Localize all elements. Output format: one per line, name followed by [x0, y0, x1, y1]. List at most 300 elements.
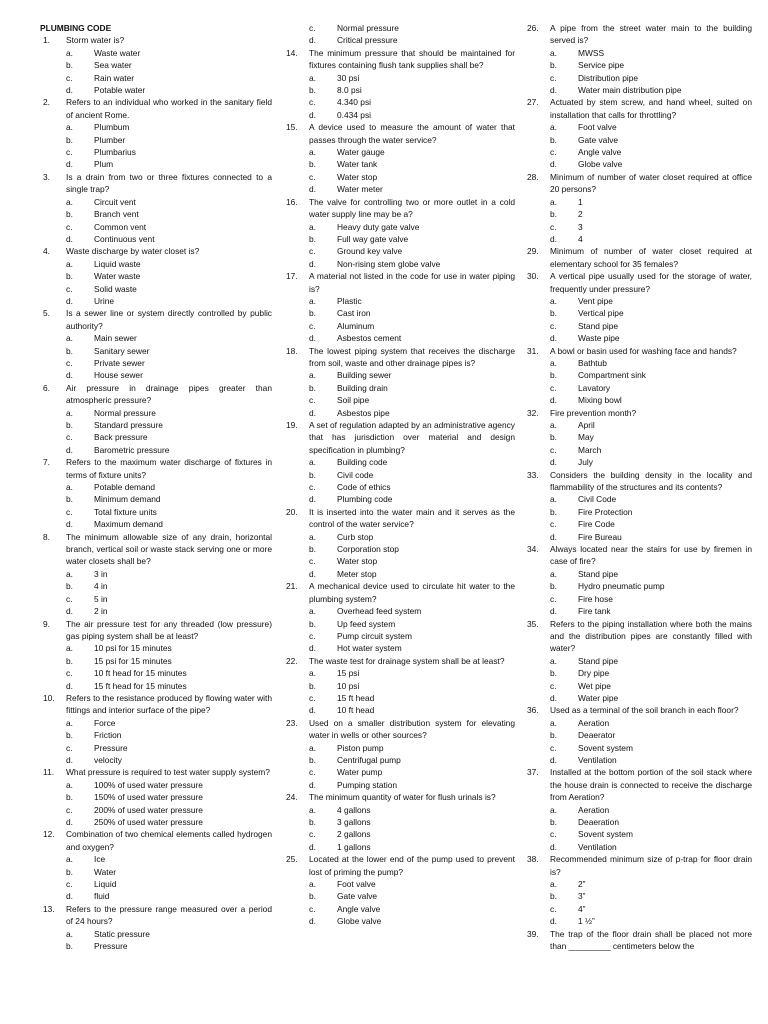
choice-letter: b.	[66, 792, 73, 803]
choice-text: Waste pipe	[578, 333, 620, 344]
answer-choice	[283, 332, 515, 344]
question-number: 31.	[527, 345, 539, 356]
choice-text: Hydro pneumatic pump	[578, 581, 665, 592]
answer-choice	[40, 158, 272, 170]
answer-choice	[524, 121, 752, 133]
question-number: 36.	[527, 705, 539, 716]
choice-letter: b.	[550, 817, 557, 827]
question-item	[40, 307, 272, 332]
choice-text: Building drain	[337, 382, 388, 393]
answer-choice	[40, 407, 272, 419]
answer-choice	[283, 692, 515, 704]
question-item	[40, 382, 272, 407]
choice-text: House sewer	[94, 370, 143, 381]
choice-text: Minimum demand	[94, 494, 161, 505]
choice-letter: c.	[309, 692, 316, 703]
choice-letter: a.	[66, 196, 73, 207]
choice-text: Asbestos cement	[337, 333, 402, 344]
answer-choice	[524, 506, 752, 518]
choice-text: Water stop	[337, 171, 378, 182]
choice-letter: a.	[309, 606, 316, 617]
answer-choice	[524, 493, 752, 505]
question-item	[524, 407, 752, 419]
choice-text: Circuit vent	[94, 196, 136, 207]
choice-text: Branch vent	[94, 209, 139, 220]
choice-letter: b.	[309, 544, 316, 555]
choice-text: Mixing bowl	[578, 395, 622, 406]
choice-letter: c.	[309, 903, 316, 914]
choice-letter: b.	[550, 308, 557, 319]
choice-text: 10 psi	[337, 680, 360, 691]
answer-choice	[524, 717, 752, 729]
question-number: 11.	[43, 767, 55, 778]
question-item	[524, 618, 752, 655]
question-text: Is a sewer line or system directly controlled by public authority?	[66, 308, 272, 331]
question-item	[524, 928, 752, 953]
choice-letter: a.	[66, 928, 73, 939]
choice-letter: d.	[66, 891, 73, 902]
choice-letter: d.	[309, 407, 316, 418]
question-number: 26.	[527, 23, 539, 33]
question-text: A vertical pipe usually used for the storage of water, frequently under pressure?	[550, 271, 752, 294]
choice-letter: d.	[66, 754, 73, 765]
answer-choice	[283, 680, 515, 692]
question-number: 37.	[527, 767, 539, 778]
choice-letter: b.	[550, 581, 557, 592]
choice-letter: b.	[309, 382, 316, 393]
question-item	[283, 270, 515, 295]
choice-letter: d.	[66, 159, 73, 170]
question-item	[524, 22, 752, 47]
question-text: Installed at the bottom portion of the soil stack where the house drain is connected to receive the discharge from Aeration?	[550, 767, 752, 803]
answer-choice	[524, 394, 752, 406]
choice-text: Pressure	[94, 941, 128, 952]
answer-choice	[524, 518, 752, 530]
choice-text: 3”	[578, 891, 586, 902]
column-1	[40, 22, 272, 952]
question-item	[40, 96, 272, 121]
question-item	[524, 469, 752, 494]
choice-letter: b.	[309, 159, 316, 170]
choice-letter: c.	[66, 221, 73, 232]
choice-text: 2 in	[94, 606, 108, 617]
column-3	[524, 22, 752, 952]
question-text: Minimum of number of water closet required at elementary school for 35 females?	[550, 246, 752, 269]
question-number: 9.	[43, 618, 50, 629]
choice-text: Ventilation	[578, 841, 617, 852]
choice-letter: c.	[66, 668, 73, 679]
choice-letter: b.	[550, 370, 557, 381]
answer-choice	[40, 295, 272, 307]
choice-letter: b.	[309, 891, 316, 902]
answer-choice	[524, 828, 752, 840]
answer-choice	[283, 382, 515, 394]
choice-text: 15 ft head for 15 minutes	[94, 680, 187, 691]
choice-text: 10 psi for 15 minutes	[94, 643, 172, 654]
question-number: 23.	[286, 717, 298, 728]
choice-letter: b.	[550, 432, 557, 443]
question-item	[40, 766, 272, 778]
choice-text: Fire Bureau	[578, 531, 622, 542]
choice-text: 10 ft head	[337, 705, 375, 716]
answer-choice	[40, 667, 272, 679]
choice-letter: a.	[66, 779, 73, 790]
question-number: 10.	[43, 692, 55, 703]
choice-letter: b.	[66, 60, 73, 71]
answer-choice	[283, 320, 515, 332]
choice-text: 8.0 psi	[337, 85, 362, 96]
choice-letter: c.	[309, 767, 316, 778]
question-number: 29.	[527, 246, 539, 257]
answer-choice	[40, 729, 272, 741]
choice-letter: c.	[66, 432, 73, 443]
answer-choice	[524, 233, 752, 245]
question-item	[283, 345, 515, 370]
choice-text: Up feed system	[337, 618, 396, 629]
answer-choice	[40, 890, 272, 902]
answer-choice	[40, 444, 272, 456]
question-text: The minimum allowable size of any drain, horizontal branch, vertical soil or waste stack serving one or more water closets shall be?	[66, 531, 272, 567]
choice-letter: b.	[550, 60, 557, 71]
choice-text: Globe valve	[337, 916, 382, 927]
question-item	[40, 531, 272, 568]
choice-text: Gate valve	[337, 891, 378, 902]
choice-letter: d.	[309, 841, 316, 852]
question-text: The trap of the floor drain shall be placed not more than _________ centimeters below the	[550, 928, 752, 952]
answer-choice	[40, 593, 272, 605]
answer-choice	[283, 221, 515, 233]
answer-choice	[283, 171, 515, 183]
question-item	[524, 704, 752, 716]
answer-choice	[283, 531, 515, 543]
answer-choice	[283, 183, 515, 195]
choice-text: Fire Protection	[578, 506, 633, 517]
answer-choice	[40, 878, 272, 890]
question-text: Used on a smaller distribution system for elevating water in wells or other sources?	[309, 717, 515, 741]
question-text: Storm water is?	[66, 35, 125, 46]
choice-letter: d.	[309, 705, 316, 716]
answer-choice	[40, 134, 272, 146]
answer-choice	[524, 729, 752, 741]
answer-choice	[524, 307, 752, 319]
answer-choice	[283, 295, 515, 307]
question-number: 12.	[43, 829, 55, 840]
choice-letter: b.	[309, 233, 316, 244]
choice-letter: a.	[309, 221, 316, 232]
answer-choice	[283, 146, 515, 158]
choice-letter: d.	[66, 606, 73, 617]
choice-letter: b.	[66, 655, 73, 666]
question-number: 39.	[527, 928, 539, 939]
choice-letter: c.	[550, 221, 557, 232]
answer-choice	[283, 96, 515, 108]
choice-text: Curb stop	[337, 531, 374, 542]
question-number: 16.	[286, 196, 298, 207]
answer-choice	[40, 196, 272, 208]
choice-text: Plumbarius	[94, 147, 136, 158]
answer-choice	[40, 208, 272, 220]
question-number: 20.	[286, 506, 298, 517]
choice-text: Compartment sink	[578, 370, 646, 381]
choice-text: Water pump	[337, 767, 383, 778]
choice-text: Main sewer	[94, 333, 137, 344]
choice-text: Angle valve	[337, 903, 381, 914]
question-text: Recommended minimum size of p-trap for floor drain is?	[550, 854, 752, 877]
answer-choice	[40, 47, 272, 59]
answer-choice	[40, 655, 272, 667]
choice-letter: b.	[309, 308, 316, 319]
choice-letter: b.	[66, 345, 73, 356]
choice-letter: a.	[66, 333, 73, 344]
choice-text: 4.340 psi	[337, 97, 371, 108]
choice-letter: d.	[550, 754, 557, 765]
answer-choice	[524, 593, 752, 605]
answer-choice	[283, 779, 515, 791]
choice-letter: d.	[66, 370, 73, 381]
choice-letter: c.	[309, 630, 316, 641]
choice-text: 15 ft head	[337, 692, 375, 703]
choice-letter: c.	[550, 382, 557, 393]
choice-text: 2”	[578, 879, 586, 890]
choice-letter: c.	[550, 519, 557, 530]
choice-text: 3	[578, 221, 583, 232]
question-text: Used as a terminal of the soil branch in each floor?	[550, 705, 739, 716]
choice-letter: c.	[550, 680, 557, 691]
choice-text: Fire hose	[578, 593, 613, 604]
choice-text: Water meter	[337, 184, 383, 195]
answer-choice	[524, 878, 752, 890]
answer-choice	[524, 72, 752, 84]
choice-text: Sovent system	[578, 742, 633, 753]
choice-text: Stand pipe	[578, 568, 619, 579]
choice-text: 15 psi for 15 minutes	[94, 655, 172, 666]
answer-choice	[40, 717, 272, 729]
question-number: 4.	[43, 246, 50, 257]
answer-choice	[524, 419, 752, 431]
answer-choice	[40, 59, 272, 71]
choice-text: Rain water	[94, 72, 135, 83]
answer-choice	[283, 407, 515, 419]
question-number: 25.	[286, 854, 298, 865]
choice-text: Building code	[337, 457, 388, 468]
question-number: 8.	[43, 531, 50, 542]
question-item	[524, 345, 752, 357]
choice-letter: a.	[550, 47, 557, 58]
choice-text: Deaerator	[578, 730, 616, 741]
answer-choice	[283, 915, 515, 927]
choice-text: 200% of used water pressure	[94, 804, 203, 815]
choice-letter: c.	[550, 829, 557, 840]
choice-text: Overhead feed system	[337, 606, 422, 617]
question-text: A pipe from the street water main to the building served is?	[550, 23, 752, 46]
answer-choice	[524, 221, 752, 233]
answer-choice	[524, 915, 752, 927]
choice-letter: a.	[550, 879, 557, 890]
choice-text: Friction	[94, 730, 122, 741]
choice-text: Cast iron	[337, 308, 371, 319]
choice-letter: a.	[66, 482, 73, 493]
choice-letter: c.	[66, 357, 73, 368]
choice-letter: b.	[66, 209, 73, 220]
choice-letter: a.	[309, 147, 316, 158]
choice-letter: d.	[550, 841, 557, 852]
answer-choice	[283, 109, 515, 121]
choice-text: 250% of used water pressure	[94, 817, 203, 827]
question-number: 5.	[43, 308, 50, 319]
answer-choice	[283, 605, 515, 617]
choice-letter: b.	[309, 618, 316, 629]
answer-choice	[283, 72, 515, 84]
question-item	[524, 171, 752, 196]
question-text: The air pressure test for any threaded (low pressure) gas piping system shall be at least?	[66, 618, 272, 641]
answer-choice	[524, 84, 752, 96]
answer-choice	[524, 158, 752, 170]
answer-choice	[283, 878, 515, 890]
choice-letter: a.	[550, 420, 557, 430]
choice-text: 4 in	[94, 581, 108, 592]
choice-letter: a.	[66, 854, 73, 865]
choice-text: Aeration	[578, 804, 610, 815]
choice-text: Water gauge	[337, 147, 385, 158]
answer-choice	[40, 481, 272, 493]
answer-choice	[283, 667, 515, 679]
choice-letter: b.	[550, 730, 557, 741]
answer-choice	[283, 742, 515, 754]
choice-text: Water stop	[337, 556, 378, 567]
choice-text: Back pressure	[94, 432, 148, 443]
question-item	[283, 655, 515, 667]
question-text: The minimum pressure that should be maintained for fixtures containing flush tank supplies shall be?	[309, 47, 515, 71]
answer-choice	[40, 568, 272, 580]
question-number: 33.	[527, 469, 539, 480]
answer-choice	[283, 903, 515, 915]
choice-letter: c.	[309, 246, 316, 257]
choice-text: fluid	[94, 891, 110, 902]
choice-text: Sanitary sewer	[94, 345, 150, 356]
choice-text: 0.434 psi	[337, 109, 371, 120]
question-item	[40, 34, 272, 46]
choice-text: Asbestos pipe	[337, 407, 390, 418]
choice-letter: c.	[550, 903, 557, 914]
answer-choice	[283, 469, 515, 481]
choice-letter: d.	[550, 159, 557, 170]
choice-text: Corporation stop	[337, 544, 399, 555]
answer-choice	[40, 680, 272, 692]
answer-choice	[524, 444, 752, 456]
choice-letter: b.	[66, 866, 73, 877]
choice-letter: b.	[550, 891, 557, 902]
answer-choice	[283, 555, 515, 567]
choice-text: Gate valve	[578, 134, 619, 145]
choice-text: Ground key valve	[337, 246, 403, 257]
question-text: Air pressure in drainage pipes greater than atmospheric pressure?	[66, 382, 272, 406]
choice-text: May	[578, 432, 594, 443]
choice-letter: a.	[550, 655, 557, 666]
choice-text: 150% of used water pressure	[94, 792, 203, 803]
choice-letter: b.	[309, 85, 316, 96]
choice-letter: a.	[550, 295, 557, 306]
choice-text: Bathtub	[578, 357, 607, 368]
question-text: The valve for controlling two or more outlet in a cold water supply line may be a?	[309, 196, 515, 220]
choice-text: Distribution pipe	[578, 72, 639, 83]
page-title: PLUMBING CODE	[40, 23, 112, 33]
choice-letter: c.	[309, 556, 316, 567]
choice-letter: d.	[550, 692, 557, 703]
choice-text: Barometric pressure	[94, 444, 170, 455]
question-number: 14.	[286, 47, 298, 58]
answer-choice	[524, 47, 752, 59]
choice-text: Liquid waste	[94, 258, 141, 269]
answer-choice	[283, 22, 515, 34]
choice-text: 3 in	[94, 568, 108, 579]
question-text: Waste discharge by water closet is?	[66, 246, 200, 257]
choice-letter: a.	[550, 804, 557, 815]
choice-letter: c.	[309, 829, 316, 840]
question-item	[283, 121, 515, 146]
question-number: 2.	[43, 97, 50, 108]
choice-letter: a.	[66, 258, 73, 269]
question-item	[40, 171, 272, 196]
question-item	[283, 580, 515, 605]
question-number: 22.	[286, 655, 298, 666]
answer-choice	[40, 221, 272, 233]
choice-text: 10 ft head for 15 minutes	[94, 668, 187, 679]
answer-choice	[283, 841, 515, 853]
question-item	[524, 766, 752, 803]
choice-letter: b.	[550, 668, 557, 679]
question-text: A bowl or basin used for washing face and hands?	[550, 345, 737, 356]
answer-choice	[524, 59, 752, 71]
choice-text: Stand pipe	[578, 320, 619, 331]
choice-letter: d.	[309, 333, 316, 344]
choice-letter: a.	[309, 879, 316, 890]
choice-letter: c.	[550, 742, 557, 753]
choice-text: Common vent	[94, 221, 147, 232]
question-number: 34.	[527, 544, 539, 555]
choice-letter: b.	[66, 730, 73, 741]
answer-choice	[283, 816, 515, 828]
choice-text: Liquid	[94, 879, 117, 890]
choice-letter: c.	[66, 742, 73, 753]
answer-choice	[524, 320, 752, 332]
choice-letter: b.	[66, 581, 73, 592]
choice-text: 5 in	[94, 593, 108, 604]
choice-text: 30 psi	[337, 72, 360, 83]
choice-letter: c.	[66, 804, 73, 815]
choice-text: Pump circuit system	[337, 630, 412, 641]
choice-text: Sea water	[94, 60, 132, 71]
answer-choice	[283, 642, 515, 654]
choice-letter: a.	[309, 804, 316, 815]
answer-choice	[524, 134, 752, 146]
answer-choice	[283, 233, 515, 245]
answer-choice	[40, 518, 272, 530]
choice-letter: c.	[66, 72, 73, 83]
choice-text: Potable water	[94, 85, 146, 96]
choice-letter: c.	[550, 147, 557, 158]
answer-choice	[40, 332, 272, 344]
answer-choice	[524, 680, 752, 692]
answer-choice	[40, 493, 272, 505]
choice-text: Plumbum	[94, 122, 130, 133]
choice-text: Pressure	[94, 742, 128, 753]
choice-text: Potable demand	[94, 482, 155, 493]
choice-letter: d.	[66, 680, 73, 691]
question-text: Always located near the stairs for use by firemen in case of fire?	[550, 544, 752, 567]
answer-choice	[40, 283, 272, 295]
choice-text: Piston pump	[337, 742, 384, 753]
choice-letter: a.	[66, 568, 73, 579]
